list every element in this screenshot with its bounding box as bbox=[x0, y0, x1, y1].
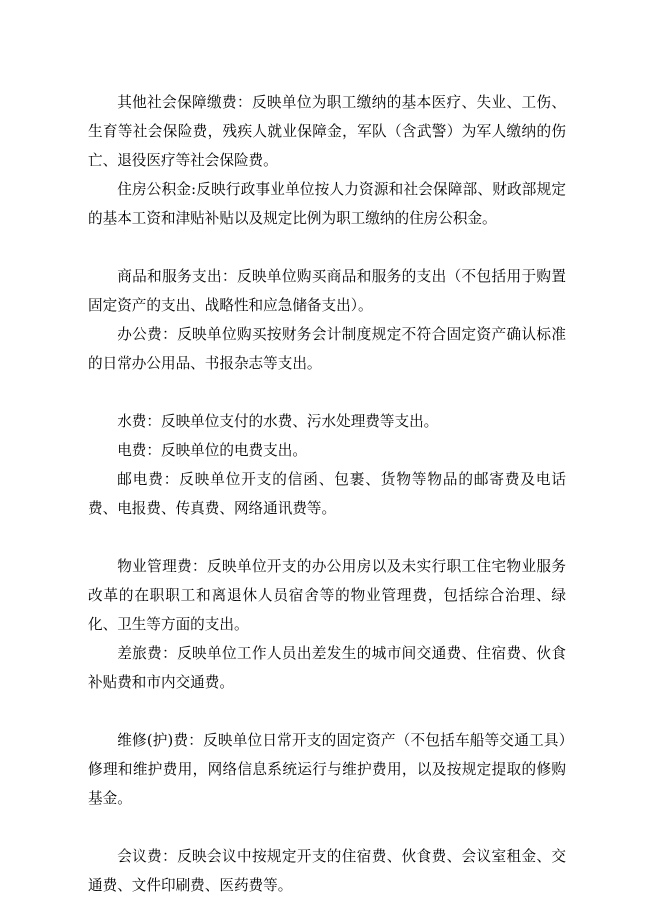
paragraph-housing-provident-fund: 住房公积金:反映行政事业单位按人力资源和社会保障部、财政部规定的基本工资和津贴补贴以及规定比例为职工缴纳的住房公积金。 bbox=[88, 181, 566, 227]
paragraph-property-management-fee: 物业管理费：反映单位开支的办公用房以及未实行职工住宅物业服务改革的在职职工和离退休人员宿舍等的物业管理费，包括综合治理、绿化、卫生等方面的支出。 bbox=[88, 558, 566, 633]
paragraph-water-fee: 水费：反映单位支付的水费、污水处理费等支出。 bbox=[117, 413, 439, 430]
paragraph-post-and-telecom-fee: 邮电费：反映单位开支的信函、包裹、货物等物品的邮寄费及电话费、电报费、传真费、网络通讯费等。 bbox=[88, 471, 566, 517]
paragraph-conference-fee: 会议费：反映会议中按规定开支的住宿费、伙食费、会议室租金、交通费、文件印刷费、医药费等。 bbox=[88, 848, 566, 894]
paragraph-other-social-security-payments: 其他社会保障缴费：反映单位为职工缴纳的基本医疗、失业、工伤、生育等社会保险费，残疾人就业保障金，军队（含武警）为军人缴纳的伤亡、退役医疗等社会保险费。 bbox=[88, 94, 566, 169]
document-body bbox=[88, 88, 566, 900]
paragraph-office-expenses: 办公费：反映单位购买按财务会计制度规定不符合固定资产确认标准的日常办公用品、书报杂志等支出。 bbox=[88, 326, 566, 372]
paragraph-electricity-fee: 电费：反映单位的电费支出。 bbox=[117, 442, 307, 459]
paragraph-goods-and-services-expenditure: 商品和服务支出：反映单位购买商品和服务的支出（不包括用于购置固定资产的支出、战略性和应急储备支出）。 bbox=[88, 268, 566, 314]
paragraph-travel-expenses: 差旅费：反映单位工作人员出差发生的城市间交通费、住宿费、伙食补贴费和市内交通费。 bbox=[88, 645, 566, 691]
paragraph-maintenance-fee: 维修(护)费：反映单位日常开支的固定资产（不包括车船等交通工具）修理和维护费用，网络信息系统运行与维护费用，以及按规定提取的修购基金。 bbox=[88, 732, 566, 807]
